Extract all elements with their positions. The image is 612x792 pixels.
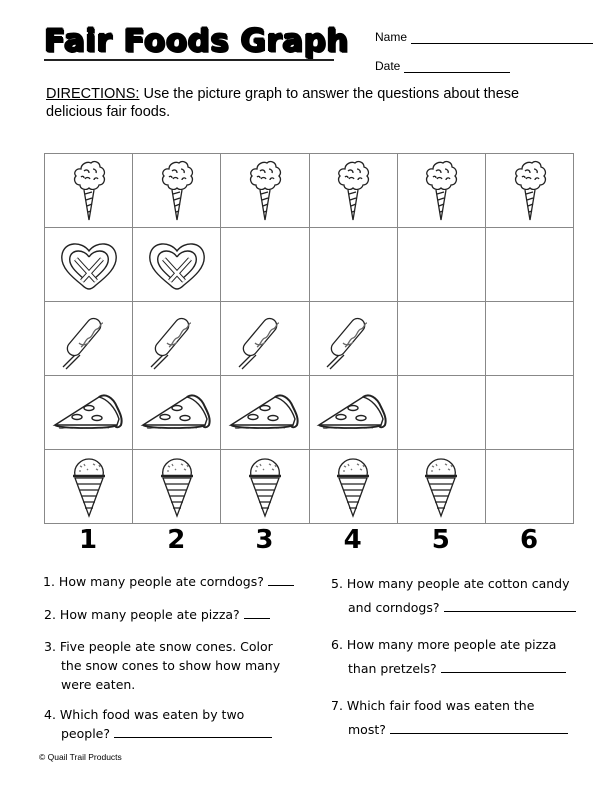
- graph-cell: [486, 302, 574, 376]
- axis-tick-label: 5: [431, 525, 450, 555]
- graph-cell: [133, 228, 221, 302]
- graph-cell: [310, 154, 398, 228]
- graph-cell: [45, 450, 133, 524]
- graph-cell: [133, 302, 221, 376]
- question-7: 7. Which fair food was eaten the most?: [331, 694, 601, 742]
- date-input-line[interactable]: [404, 61, 510, 73]
- graph-cell: [486, 450, 574, 524]
- pizza-slice-icon: [139, 391, 215, 435]
- graph-cell: [133, 154, 221, 228]
- corndog-icon: [57, 307, 121, 371]
- cotton-candy-icon: [331, 159, 375, 223]
- pretzel-icon: [144, 237, 210, 293]
- graph-cell: [133, 376, 221, 450]
- cotton-candy-icon: [243, 159, 287, 223]
- graph-cell: [398, 228, 486, 302]
- graph-cell: [310, 376, 398, 450]
- name-field[interactable]: [375, 30, 593, 44]
- axis-tick-label: 4: [343, 525, 362, 555]
- graph-cell: [221, 154, 309, 228]
- snow-cone-icon: [69, 456, 109, 518]
- graph-cell: [486, 154, 574, 228]
- question-5: 5. How many people ate cotton candy and corndogs?: [331, 572, 601, 620]
- picture-graph: [44, 153, 574, 524]
- pretzel-icon: [56, 237, 122, 293]
- snow-cone-icon: [333, 456, 373, 518]
- question-3: 3. Five people ate snow cones. Color the snow cones to show how many were eaten.: [44, 639, 281, 692]
- axis-tick-label: 6: [519, 525, 539, 555]
- graph-cell: [221, 228, 309, 302]
- answer-blank-4[interactable]: [114, 726, 272, 738]
- corndog-icon: [145, 307, 209, 371]
- cotton-candy-icon: [67, 159, 111, 223]
- graph-axis: [44, 525, 573, 555]
- directions: [46, 85, 566, 121]
- axis-tick-label: 3: [255, 525, 274, 555]
- graph-cell: [221, 450, 309, 524]
- axis-tick-label: 1: [79, 525, 98, 555]
- graph-cell: [45, 376, 133, 450]
- page-title: Fair Foods Graph: [44, 23, 349, 59]
- corndog-icon: [321, 307, 385, 371]
- axis-tick-label: 2: [167, 525, 186, 555]
- graph-cell: [398, 302, 486, 376]
- name-input-line[interactable]: [411, 32, 593, 44]
- graph-cell: [310, 228, 398, 302]
- directions-label: DIRECTIONS:: [46, 86, 140, 102]
- graph-cell: [310, 450, 398, 524]
- question-1: 1. How many people ate corndogs?: [43, 572, 294, 591]
- graph-cell: [310, 302, 398, 376]
- graph-cell: [133, 450, 221, 524]
- graph-cell: [486, 376, 574, 450]
- snow-cone-icon: [421, 456, 461, 518]
- snow-cone-icon: [245, 456, 285, 518]
- graph-cell: [221, 302, 309, 376]
- question-4: 4. Which food was eaten by two people?: [44, 705, 304, 743]
- pizza-slice-icon: [51, 391, 127, 435]
- graph-cell: [398, 376, 486, 450]
- graph-cell: [221, 376, 309, 450]
- question-2: 2. How many people ate pizza?: [44, 605, 270, 624]
- corndog-icon: [233, 307, 297, 371]
- answer-blank-1[interactable]: [268, 574, 294, 586]
- directions-text: Use the picture graph to answer the questions about these delicious fair foods.: [46, 86, 520, 120]
- graph-cell: [45, 302, 133, 376]
- cotton-candy-icon: [419, 159, 463, 223]
- cotton-candy-icon: [155, 159, 199, 223]
- copyright: © Quail Trail Products: [39, 752, 122, 762]
- answer-blank-2[interactable]: [244, 607, 270, 619]
- answer-blank-6[interactable]: [441, 661, 566, 673]
- question-6: 6. How many more people ate pizza than pretzels?: [331, 633, 601, 681]
- graph-cell: [45, 154, 133, 228]
- answer-blank-7[interactable]: [390, 722, 568, 734]
- graph-cell: [45, 228, 133, 302]
- cotton-candy-icon: [508, 159, 552, 223]
- snow-cone-icon: [157, 456, 197, 518]
- date-field[interactable]: [375, 59, 510, 73]
- answer-blank-5[interactable]: [444, 600, 576, 612]
- graph-cell: [398, 154, 486, 228]
- pizza-slice-icon: [227, 391, 303, 435]
- graph-cell: [398, 450, 486, 524]
- pizza-slice-icon: [315, 391, 391, 435]
- date-label: Date: [375, 59, 401, 73]
- graph-cell: [486, 228, 574, 302]
- name-label: Name: [375, 30, 408, 44]
